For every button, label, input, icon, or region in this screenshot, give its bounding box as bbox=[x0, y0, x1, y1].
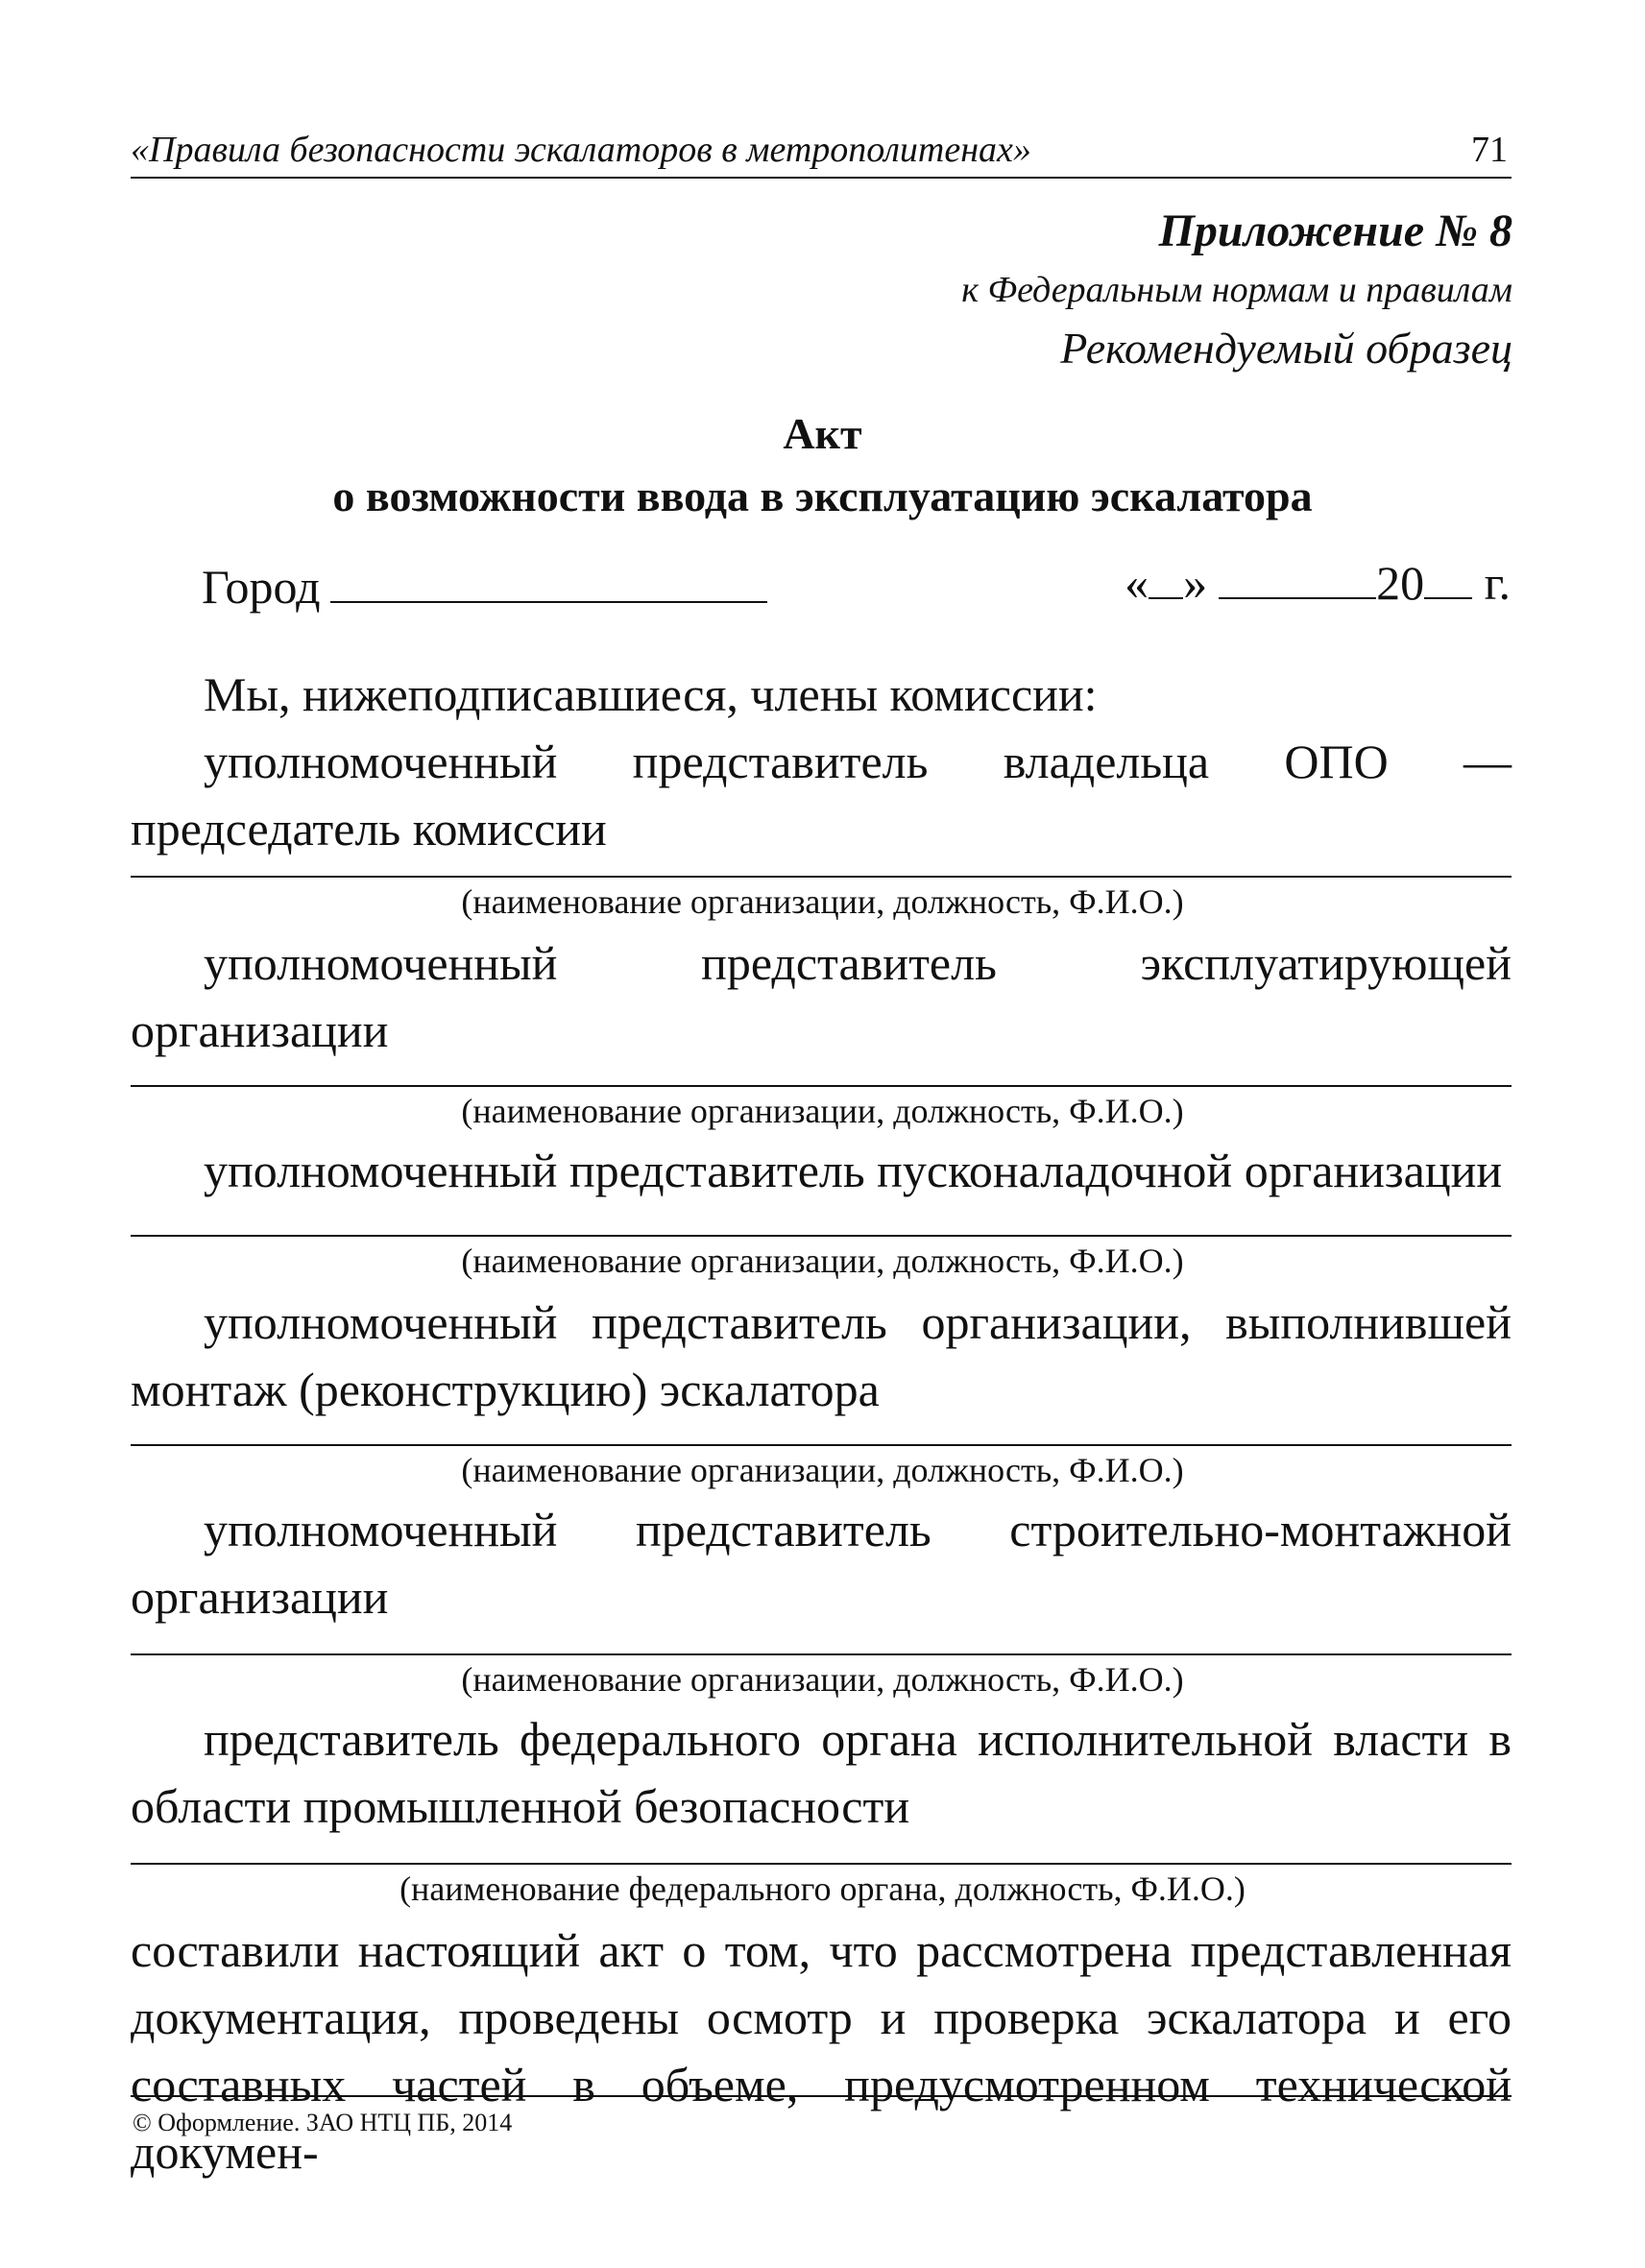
signature-caption: (наименование организации, должность, Ф.И.О.) bbox=[461, 1242, 1184, 1280]
intro-paragraph: Мы, нижеподписавшиеся, члены комиссии: bbox=[204, 667, 1098, 721]
signature-line bbox=[131, 876, 1512, 878]
footer-rule bbox=[131, 2095, 1512, 2097]
signature-caption: (наименование организации, должность, Ф.И.О.) bbox=[461, 1092, 1184, 1130]
document-title: Акт bbox=[783, 409, 862, 458]
member-construction: уполномоченный представитель строительно-монтажной организации bbox=[131, 1503, 1512, 1624]
city-blank-line bbox=[330, 553, 767, 603]
footer-copyright: © Оформление. ЗАО НТЦ ПБ, 2014 bbox=[133, 2109, 513, 2136]
signature-caption: (наименование организации, должность, Ф.И.О.) bbox=[461, 1660, 1184, 1699]
year-blank-line bbox=[1424, 553, 1472, 599]
appendix-block bbox=[961, 202, 1512, 378]
member-installer: уполномоченный представитель организации, выполнившей монтаж (реконструкцию) эскалатора bbox=[131, 1295, 1512, 1416]
signature-caption: (наименование организации, должность, Ф.И.О.) bbox=[461, 1451, 1184, 1489]
year-prefix: 20 bbox=[1376, 556, 1425, 610]
federal-caption: (наименование федерального органа, должность, Ф.И.О.) bbox=[399, 1870, 1246, 1908]
running-title: «Правила безопасности эскалаторов в метрополитенах» bbox=[131, 130, 1031, 170]
day-blank-line bbox=[1149, 553, 1183, 599]
city-label: Город bbox=[202, 560, 321, 614]
running-header bbox=[131, 123, 1512, 179]
signature-line bbox=[131, 1863, 1512, 1865]
appendix-subtitle: к Федеральным нормам и правилам bbox=[961, 270, 1512, 310]
year-suffix: г. bbox=[1484, 556, 1511, 610]
signature-line bbox=[131, 1653, 1512, 1655]
member-chairman: уполномоченный представитель владельца ОПО — председатель комиссии bbox=[131, 735, 1512, 856]
signature-line bbox=[131, 1235, 1512, 1237]
document-subtitle: о возможности ввода в эксплуатацию эскалатора bbox=[332, 471, 1313, 520]
signature-line bbox=[131, 1085, 1512, 1087]
city-row bbox=[202, 553, 767, 615]
member-commissioning: уполномоченный представитель пусконаладочной организации bbox=[204, 1144, 1503, 1197]
signature-caption: (наименование организации, должность, Ф.И.О.) bbox=[461, 882, 1184, 921]
date-row bbox=[1125, 553, 1511, 611]
quote-close: » bbox=[1183, 556, 1208, 610]
signature-line bbox=[131, 1444, 1512, 1446]
member-operator: уполномоченный представитель эксплуатирующей организации bbox=[131, 936, 1512, 1057]
appendix-title: Приложение № 8 bbox=[1158, 205, 1512, 256]
page-number: 71 bbox=[1471, 130, 1508, 170]
quote-open: « bbox=[1125, 556, 1149, 610]
appendix-sample-label: Рекомендуемый образец bbox=[1060, 324, 1512, 373]
member-federal: представитель федерального органа исполнительной власти в области промышленной безопасности bbox=[131, 1712, 1512, 1833]
month-blank-line bbox=[1219, 553, 1376, 599]
closing-paragraph: составили настоящий акт о том, что рассмотрена представленная документация, проведены осмотр и проверка эскалатора и его составных частей в объеме, предусмотренном технической докумен- bbox=[131, 1923, 1512, 2179]
